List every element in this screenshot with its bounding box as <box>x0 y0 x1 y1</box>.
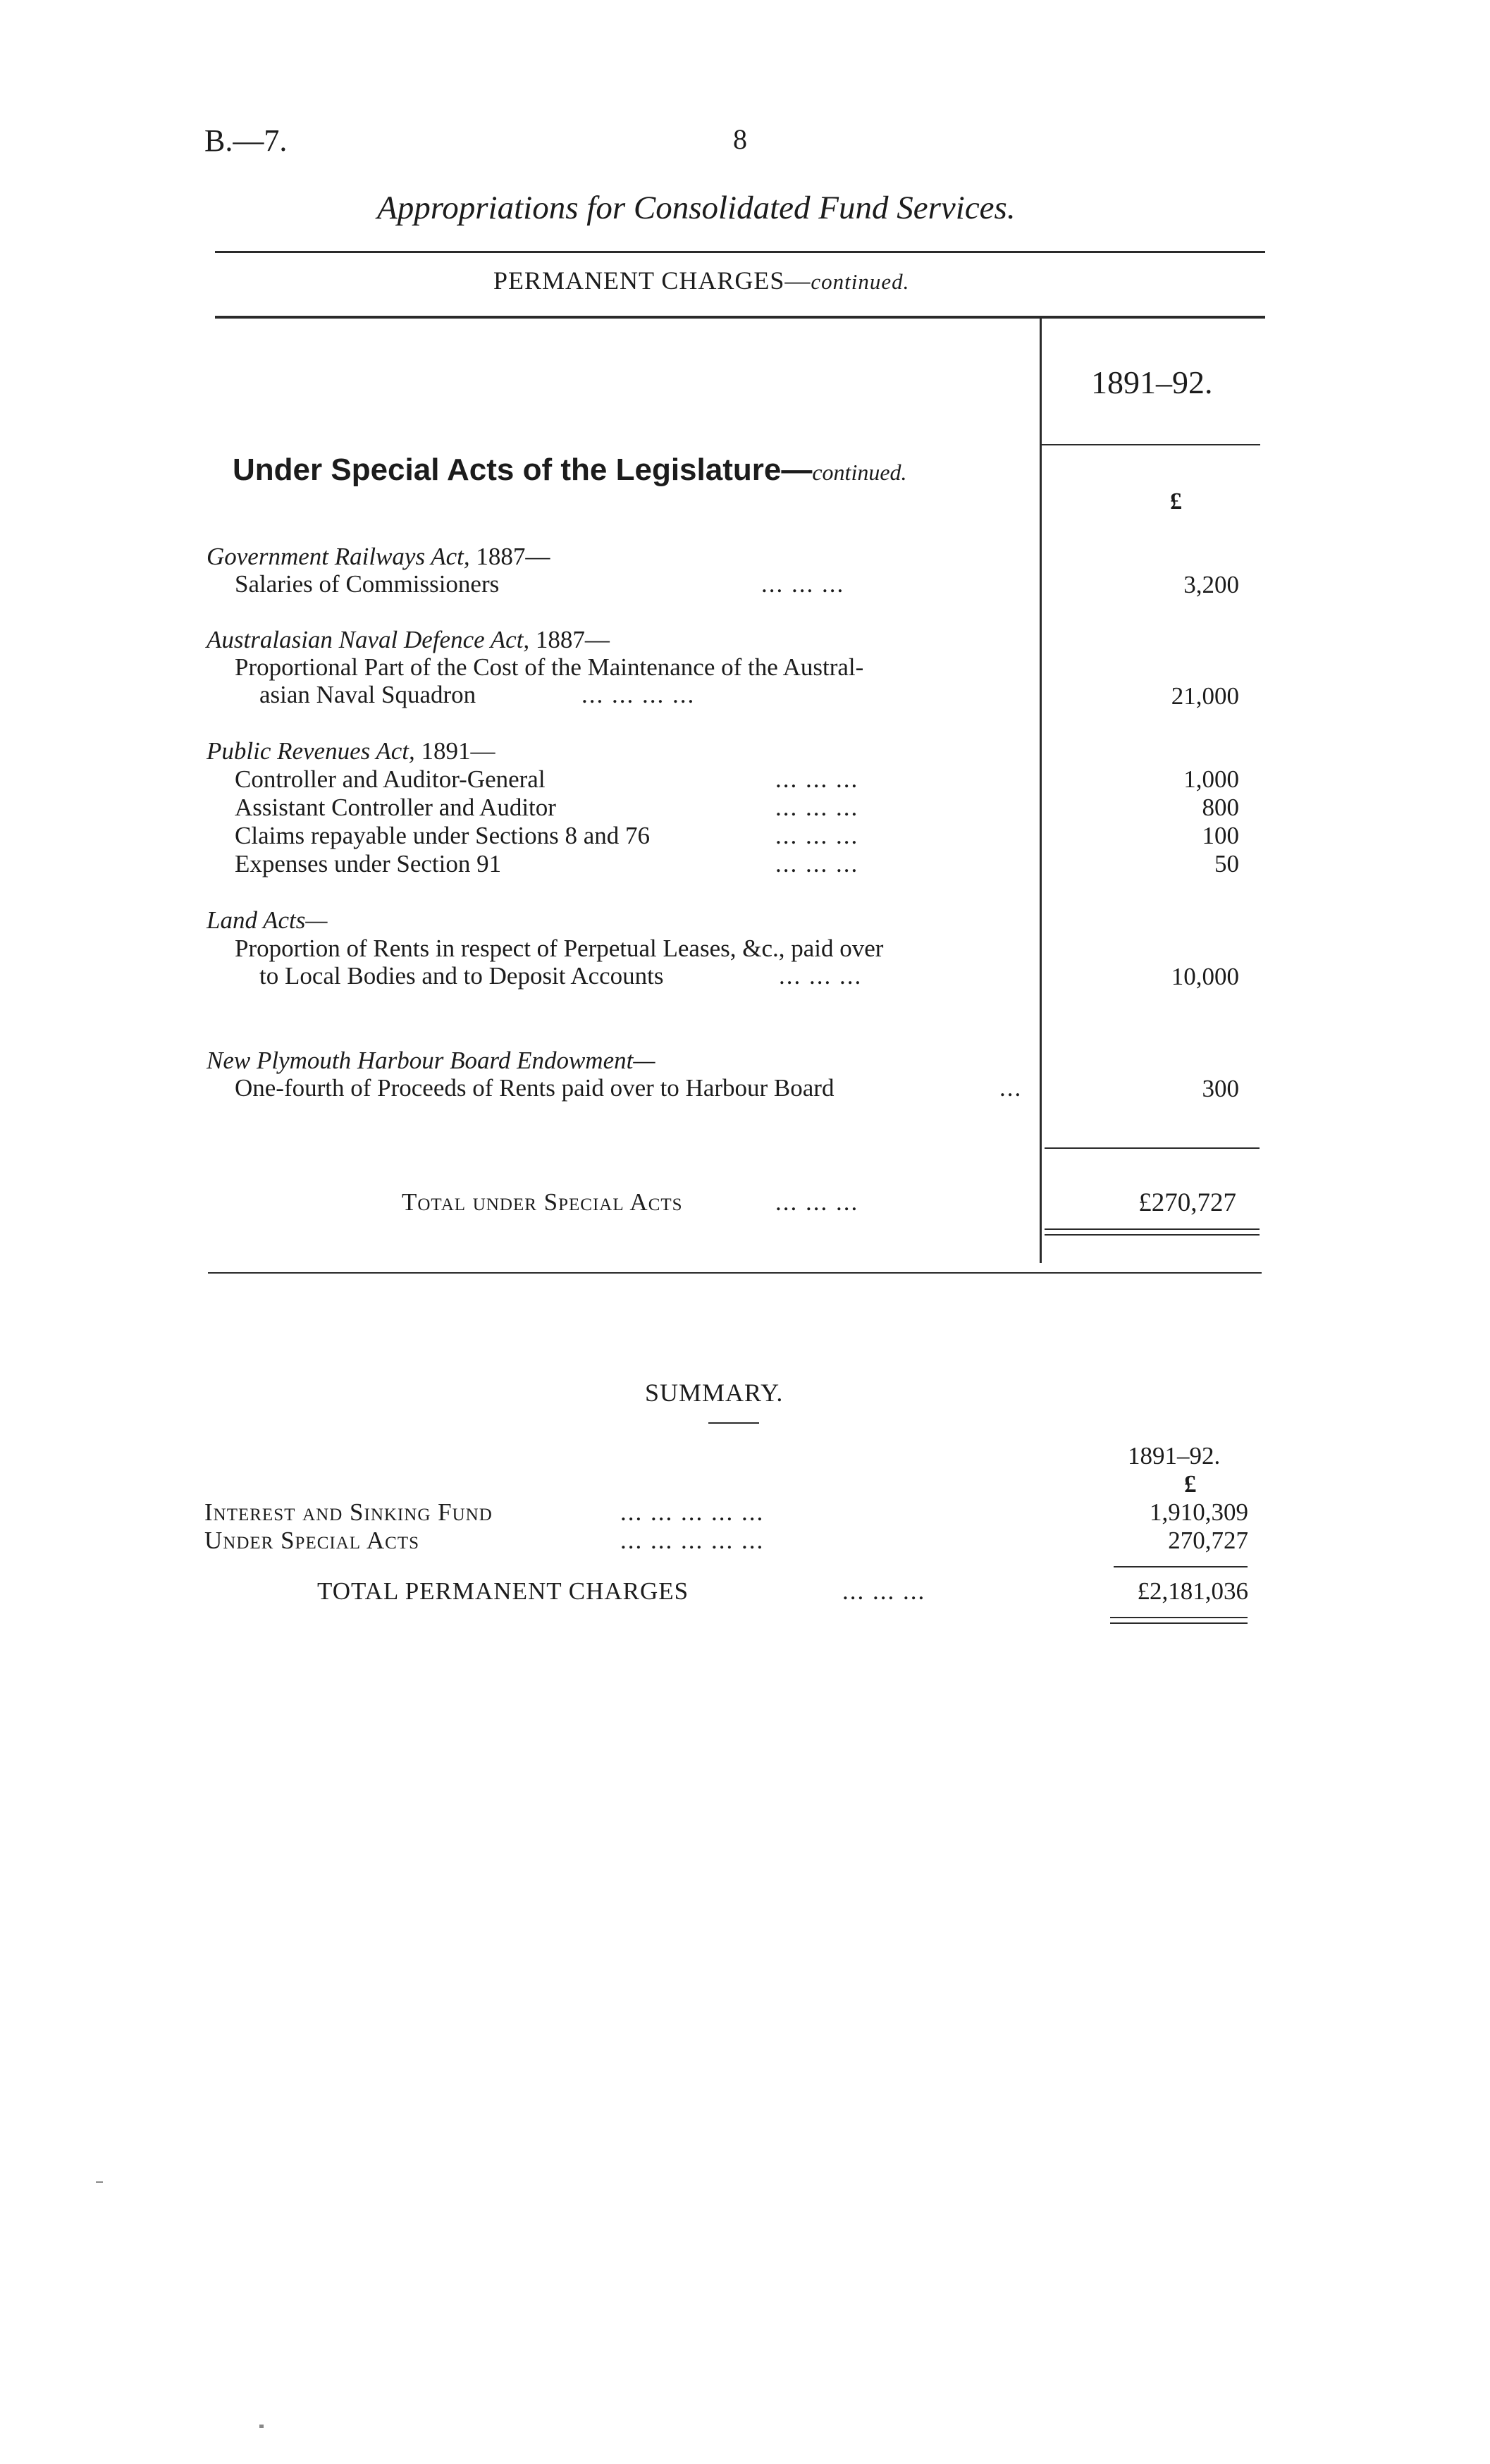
year-header-rule <box>1042 444 1260 445</box>
leader-dots: ... <box>999 1074 1023 1102</box>
act-name: Public Revenues Act, <box>207 737 415 765</box>
summary-currency-symbol: £ <box>1184 1470 1197 1498</box>
line-item-value: 21,000 <box>1171 682 1239 710</box>
section-heading-continued: continued. <box>812 460 907 485</box>
subtitle-continued: continued. <box>811 269 910 294</box>
act-year: 1891— <box>414 737 495 765</box>
currency-symbol: £ <box>1170 488 1182 515</box>
summary-row-label: Under Special Acts <box>204 1527 419 1554</box>
stray-mark <box>96 2181 103 2183</box>
leader-dots: ... ... ... ... ... <box>620 1498 765 1526</box>
leader-dots: ... ... ... <box>775 850 859 877</box>
leader-dots: ... ... ... ... ... <box>620 1527 765 1554</box>
line-item-value: 300 <box>1202 1075 1239 1102</box>
page-number: 8 <box>733 123 747 155</box>
act-year: 1887— <box>469 543 550 570</box>
summary-year-header: 1891–92. <box>1128 1442 1221 1470</box>
leader-dots: ... ... ... <box>775 794 859 821</box>
line-item-text: Salaries of Commissioners <box>235 570 500 598</box>
total-top-rule <box>1045 1147 1260 1149</box>
document-ref: B.—7. <box>204 123 288 158</box>
summary-row-value: 270,727 <box>1168 1527 1248 1554</box>
line-item-text: Claims repayable under Sections 8 and 76 <box>235 822 651 849</box>
act-heading <box>207 544 550 569</box>
total-value: £270,727 <box>1138 1188 1236 1217</box>
stray-mark <box>259 2425 264 2428</box>
summary-total-top-rule <box>1114 1566 1248 1567</box>
line-item-text: Assistant Controller and Auditor <box>235 794 556 821</box>
act-name: Government Railways Act, <box>207 543 470 570</box>
year-header: 1891–92. <box>1091 364 1213 400</box>
line-item-value: 50 <box>1214 850 1239 877</box>
leader-dots: ... ... ... ... <box>581 681 696 708</box>
leader-dots: ... ... ... <box>761 570 845 598</box>
leader-dots: ... ... ... <box>842 1577 926 1605</box>
table-top-rule <box>215 316 1265 319</box>
line-item-value: 10,000 <box>1171 963 1239 990</box>
line-item-text: Expenses under Section 91 <box>235 850 502 877</box>
summary-total-label: TOTAL PERMANENT CHARGES <box>317 1577 689 1605</box>
act-heading <box>207 739 495 763</box>
line-item-text: Proportional Part of the Cost of the Maintenance of the Austral- <box>235 653 864 681</box>
line-item-value: 1,000 <box>1183 765 1239 793</box>
act-heading: New Plymouth Harbour Board Endowment— <box>207 1047 655 1074</box>
summary-title-rule <box>708 1422 759 1424</box>
act-heading: Land Acts— <box>207 906 328 934</box>
line-item-text: Controller and Auditor-General <box>235 765 546 793</box>
summary-title: SUMMARY. <box>645 1379 784 1407</box>
table-bottom-rule <box>208 1272 1262 1274</box>
line-item-value: 100 <box>1202 822 1239 849</box>
total-double-rule-2 <box>1045 1234 1260 1236</box>
total-double-rule-1 <box>1045 1228 1260 1230</box>
leader-dots: ... ... ... <box>779 962 863 990</box>
line-item-continuation: asian Naval Squadron <box>259 681 476 708</box>
act-name: Australasian Naval Defence Act, <box>207 626 530 653</box>
leader-dots: ... ... ... <box>775 822 859 849</box>
summary-total-double-rule-1 <box>1110 1617 1248 1618</box>
line-item-text: Proportion of Rents in respect of Perpetual Leases, &c., paid over <box>235 935 884 962</box>
line-item-value: 3,200 <box>1183 571 1239 598</box>
summary-row-label: Interest and Sinking Fund <box>204 1498 493 1526</box>
section-heading-bold: Under Special Acts of the Legislature— <box>233 452 813 487</box>
leader-dots: ... ... ... <box>775 1188 859 1216</box>
line-item-text: One-fourth of Proceeds of Rents paid over to Harbour Board <box>235 1074 835 1102</box>
act-heading <box>207 627 610 652</box>
top-rule <box>215 251 1265 253</box>
total-label: Total under Special Acts <box>402 1188 683 1216</box>
section-heading <box>233 452 907 487</box>
line-item-value: 800 <box>1202 794 1239 821</box>
line-item-continuation: to Local Bodies and to Deposit Accounts <box>259 962 664 990</box>
page-title: Appropriations for Consolidated Fund Services. <box>377 190 1016 226</box>
summary-total-value: £2,181,036 <box>1137 1577 1248 1605</box>
leader-dots: ... ... ... <box>775 765 859 793</box>
subtitle-main: PERMANENT CHARGES— <box>493 266 811 295</box>
act-year: 1887— <box>529 626 610 653</box>
summary-total-double-rule-2 <box>1110 1622 1248 1624</box>
subtitle <box>493 268 909 293</box>
column-divider <box>1040 319 1042 1263</box>
summary-row-value: 1,910,309 <box>1150 1498 1248 1526</box>
